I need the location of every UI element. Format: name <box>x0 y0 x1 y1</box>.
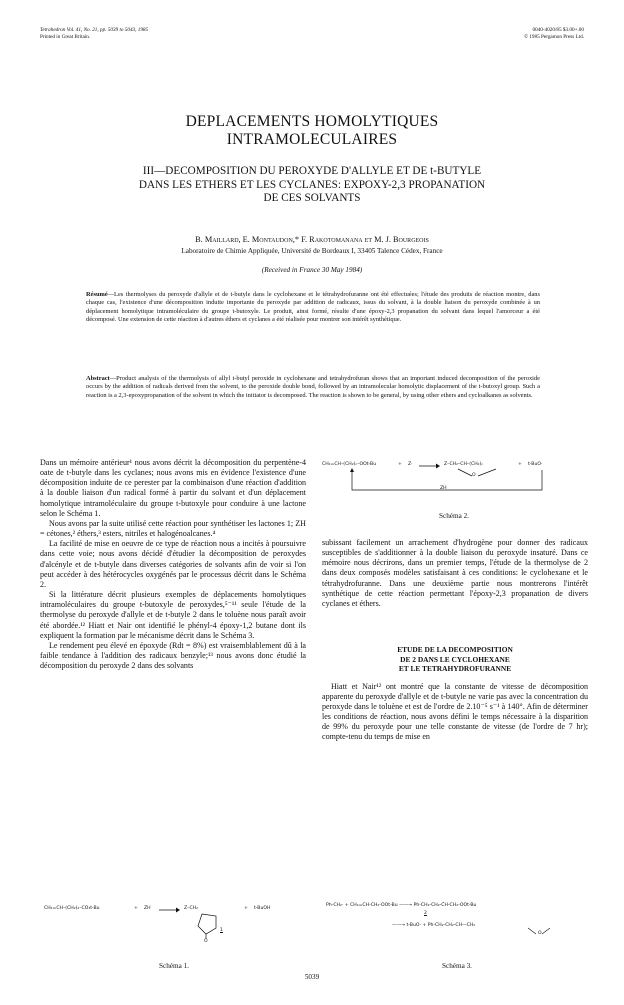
section-heading <box>322 645 588 674</box>
scheme2-plus: + <box>398 462 402 467</box>
section-line-1: ETUDE DE LA DECOMPOSITION <box>397 645 513 655</box>
scheme3-caption: Schéma 3. <box>442 962 472 970</box>
scheme2-caption: Schéma 2. <box>439 512 469 520</box>
scheme3-step-2: ——→ t-BuO· + Ph-CH₂-CH₂-CH—CH₂ <box>392 923 476 928</box>
scheme1-plus: + <box>134 906 138 911</box>
scheme-3 <box>326 903 588 973</box>
scheme-1 <box>44 906 304 972</box>
scheme2-radical: Z· <box>408 462 413 467</box>
subtitle-line-3: DE CES SOLVANTS <box>263 192 361 204</box>
scheme1-compound-label: 1 <box>220 928 223 933</box>
journal-citation: Tetrahedron Vol. 41, No. 21, pp. 5039 to 5043, 1985 <box>40 27 149 33</box>
scheme1-caption: Schéma 1. <box>159 962 189 970</box>
section-line-2: DE 2 DANS LE CYCLOHEXANE <box>400 654 510 664</box>
abstract <box>86 375 540 400</box>
copyright: © 1985 Pergamon Press Ltd. <box>524 34 584 40</box>
resume-label: Résumé <box>86 291 108 298</box>
left-column <box>40 458 306 671</box>
title-line-1: DEPLACEMENTS HOMOLYTIQUES <box>185 113 439 130</box>
authors: B. Maillard, E. Montaudon,* F. Rakotomanana et M. J. Bourgeois <box>195 235 429 244</box>
paragraph: Hiatt et Nair¹² ont montré que la constante de vitesse de décomposition apparente du peroxyde d'allyle et de t-butyle ne varie pas avec la concentration du peroxyde dans le toluène et est de l'ordre de 2.10⁻⁵ s⁻¹ à 140°. Afin de déterminer les conditions de réaction, nous avons défini le temps nécessaire à la disparition de 99% du peroxyde pour une telle constante de vitesse (de l'ordre de 7 hr); compte-tenu du temps de mise en <box>322 681 588 742</box>
journal-info <box>40 27 148 41</box>
received-date: (Received in France 30 May 1984) <box>261 266 363 274</box>
scheme1-byproduct: t-BuOH <box>254 906 271 911</box>
scheme3-step-1: Ph-CH₂· + CH₂=CH-CH₂-OOt-Bu ——→ Ph-CH₂-CH₂-ĊH-CH₂-OOt-Bu <box>326 903 477 908</box>
scheme3-compound-label: 2 <box>424 911 427 916</box>
subtitle-line-2: DANS LES ETHERS ET LES CYCLANES: EXPOXY-2,3 PROPANATION <box>138 178 486 191</box>
scheme1-reactant: CH₂=CH–(CH₂)₂–CO₃t-Bu <box>44 906 100 911</box>
lactone-ring <box>194 910 224 940</box>
abstract-text: —Product analysis of the thermolysis of allyl t-butyl peroxide in cyclohexane and tetrahydrofuran shows that an important induced decomposition of the peroxide occurs by the addition of radicals derived from the solvent, to the peroxide double bond, followed by an intramolecular homolytic displacement of the t-butoxyl group. Such a reaction is a 2,3-epoxypropanation of the solvent in which the initiator is decomposed. The reaction is shown to be general, by using other ethers and cycloalkanes as solvents. <box>86 375 540 399</box>
paragraph: Le rendement peu élevé en époxyde (Rdt = 8%) est vraisemblablement dû à la faible tendance à l'addition des radicaux benzyle;¹³ nous avons donc étudié la décomposition du peroxyde 2 dans des solvants <box>40 640 306 671</box>
paragraph: subissant facilement un arrachement d'hydrogène pour donner des radicaux susceptibles de s'additionner à la double liaison du peroxyde insaturé. Dans ce mémoire nous décrirons, dans un premier temps, l'étude de la thermolyse de 2 dans deux composés modèles satisfaisant à ces conditions: le cyclohexane et le tétrahydrofuranne. Dans une deuxième partie nous montrerons l'intérêt synthétique de cette réaction permettant l'époxy-2,3 propanation de divers cyclanes et éthers. <box>322 538 588 608</box>
scheme3-ring-oxygen: O <box>538 931 542 936</box>
section-line-3: ET LE TETRAHYDROFURANNE <box>398 664 512 674</box>
page-number: 5039 <box>304 973 320 981</box>
right-column <box>322 538 588 743</box>
cycle-arrow <box>322 468 552 496</box>
scheme2-ring-oxygen: O <box>472 473 476 478</box>
scheme2-zh: ZH <box>440 486 447 491</box>
resume-text: —Les thermolyses du peroxyde d'allyle et de t-butyle dans le cyclohexane et le tétrahydrofuranne ont été effectuées; l'étude des produits de réaction montre, dans chaque cas, l'existence d'une décomposition induite importante du peroxyde par addition de radicaux, issus du solvant, à la double liaison du peroxyde combinée à un déplacement homolytique intramoléculaire du groupe t-butoxyle. Le produit, ainsi formé, résulte d'une époxy-2,3 propanation du solvant dans lequel l'amorceur a été décomposé. Une extension de cette réaction à d'autres éthers et cyclanes a été réalisée pour montrer son intérêt synthétique. <box>86 291 540 323</box>
printed-in: Printed in Great Britain. <box>40 34 91 40</box>
scheme2-plus: + <box>518 462 522 467</box>
paragraph: La facilité de mise en oeuvre de ce type de réaction nous a incités à poursuivre dans cette voie; nous avons décidé d'étudier la décomposition de peroxydes d'alcényle et de t-butyle dans diverses catégories de solvants afin de voir si l'on peut accéder à des hétérocycles oxygénés par le processus décrit dans le Schéma 2. <box>40 539 306 589</box>
issn-price: 0040-4020/85 $3.00+.00 <box>532 27 584 33</box>
scheme2-reactant: CH₂=CH–(CH₂)ₙ–OOt-Bu <box>322 462 377 467</box>
paper-subtitle <box>0 165 624 206</box>
subtitle-line-1: III—DECOMPOSITION DU PEROXYDE D'ALLYLE ET DE t-BUTYLE <box>142 165 482 177</box>
paper-title <box>0 113 624 148</box>
paragraph: Dans un mémoire antérieur¹ nous avons décrit la décomposition du perpentène-4 oate de t-butyle dans les cyclanes; nous avons mis en évidence l'existence d'une décomposition induite de ce perester par la combinaison d'une réaction d'addition à la double liaison d'un radical formé à partir du solvant et d'un déplacement homolytique intramoléculaire du groupe t-butoxyle pour conduire à une lactone selon le Schéma 1. <box>40 458 306 518</box>
paragraph: Si la littérature décrit plusieurs exemples de déplacements homolytiques intramoléculaires du groupe t-butoxyle de peroxydes,⁵⁻¹¹ seule l'étude de la thermolyse du peroxyde d'allyle et de t-butyle 2 dans le toluène nous paraît avoir été abordée.¹² Hiatt et Nair ont identifié le phényl-4 époxy-1,2 butane dont ils expliquent la formation par le mécanisme décrit dans le Schéma 3. <box>40 590 306 640</box>
paragraph: Nous avons par la suite utilisé cette réaction pour synthétiser les lactones 1; ZH = cétones,² éthers,³ esters, nitriles et halogénoalcanes.⁴ <box>40 518 306 539</box>
resume <box>86 291 540 324</box>
scheme2-byproduct: t-BuO· <box>528 462 543 467</box>
scheme1-carbonyl-oxygen: O <box>204 939 208 944</box>
arrow-icon <box>158 906 180 914</box>
scheme1-zh: ZH <box>144 906 151 911</box>
abstract-label: Abstract <box>86 375 110 382</box>
scheme-2 <box>322 462 586 520</box>
copyright-info <box>524 27 584 41</box>
title-line-2: INTRAMOLECULAIRES <box>226 130 398 148</box>
scheme2-product: Z–CH₂–CH–(CH₂)ₙ <box>444 462 484 467</box>
affiliation: Laboratoire de Chimie Appliquée, Université de Bordeaux I, 33405 Talence Cédex, France <box>181 247 443 255</box>
scheme1-product: Z–CH₂ <box>184 906 198 911</box>
scheme1-plus: + <box>244 906 248 911</box>
